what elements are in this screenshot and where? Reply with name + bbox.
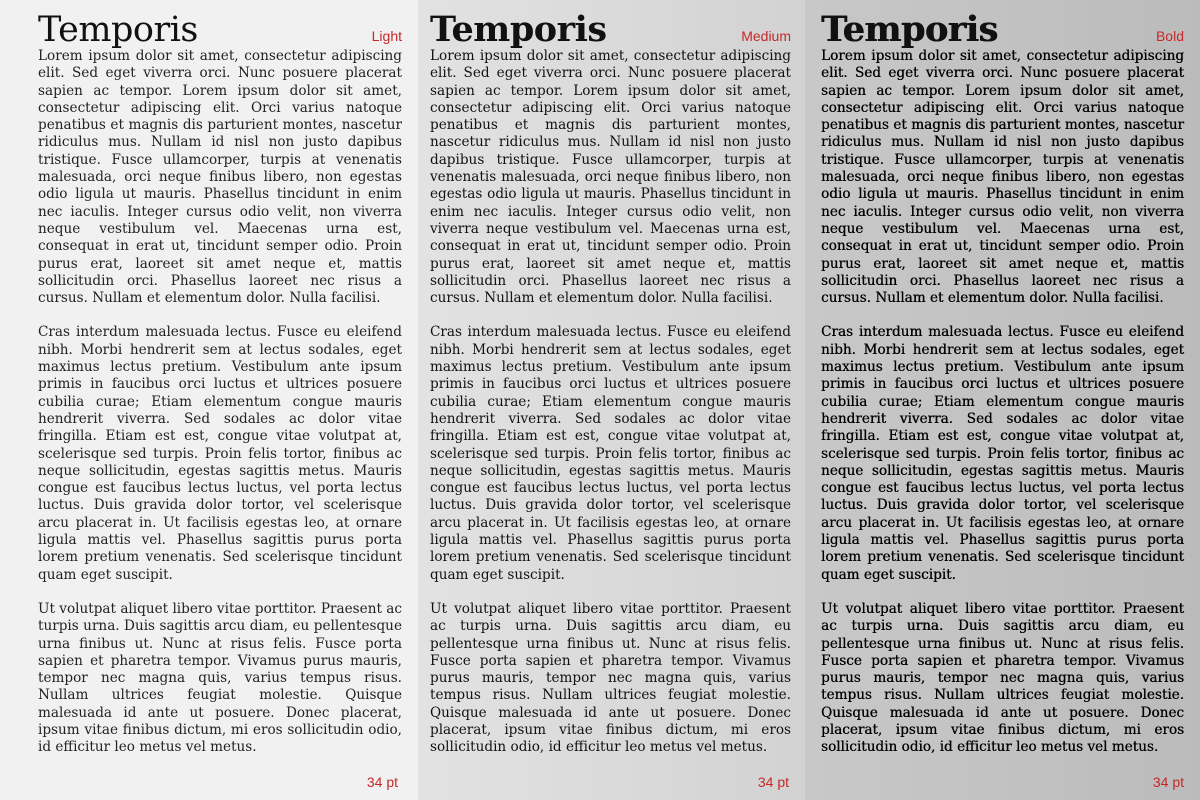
sample-text bbox=[821, 48, 1184, 757]
paragraph: Lorem ipsum dolor sit amet, consectetur adipiscing elit. Sed eget viverra orci. Nunc posuere placerat sapien ac tempor. Lorem ipsum dolor sit amet, consectetur adipiscing elit. Orci varius natoque penatibus et magnis dis parturient montes, nascetur ridiculus mus. Nullam id nisl non justo dapibus tristique. Fusce ullamcorper, turpis at venenatis malesuada, orci neque finibus libero, non egestas odio ligula ut mauris. Phasellus tincidunt in enim nec iaculis. Integer cursus odio velit, non viverra neque vestibulum vel. Maecenas urna est, consequat in erat ut, tincidunt semper odio. Proin purus erat, laoreet sit amet neque et, mattis sollicitudin orci. Phasellus laoreet nec risus a cursus. Nullam et elementum dolor. Nulla facilisi. bbox=[821, 48, 1184, 307]
paragraph: Ut volutpat aliquet libero vitae porttitor. Praesent ac turpis urna. Duis sagittis arcu diam, eu pellentesque urna finibus ut. Nunc at risus felis. Fusce porta sapien et pharetra tempor. Vivamus purus mauris, tempor nec magna quis, varius tempus risus. Nullam ultrices feugiat molestie. Quisque malesuada id ante ut posuere. Donec placerat, ipsum vitae finibus dictum, mi eros sollicitudin odio, id efficitur leo metus vel metus. bbox=[38, 600, 402, 756]
point-size-label: 34 pt bbox=[366, 774, 398, 790]
paragraph: Cras interdum malesuada lectus. Fusce eu eleifend nibh. Morbi hendrerit sem at lectus sodales, eget maximus lectus pretium. Vestibulum ante ipsum primis in faucibus orci luctus et ultrices posuere cubilia curae; Etiam elementum congue mauris hendrerit viverra. Sed sodales ac dolor vitae fringilla. Etiam est est, congue vitae volutpat at, scelerisque sed turpis. Proin felis tortor, finibus ac neque sollicitudin, egestas sagittis metus. Mauris congue est faucibus lectus luctus, vel porta lectus luctus. Duis gravida dolor tortor, vel scelerisque arcu placerat in. Ut facilisis egestas leo, at ornare ligula mattis vel. Phasellus sagittis purus porta lorem pretium venenatis. Sed scelerisque tincidunt quam eget suscipit. bbox=[430, 324, 791, 583]
paragraph: Ut volutpat aliquet libero vitae porttitor. Praesent ac turpis urna. Duis sagittis arcu diam, eu pellentesque urna finibus ut. Nunc at risus felis. Fusce porta sapien et pharetra tempor. Vivamus purus mauris, tempor nec magna quis, varius tempus risus. Nullam ultrices feugiat molestie. Quisque malesuada id ante ut posuere. Donec placerat, ipsum vitae finibus dictum, mi eros sollicitudin odio, id efficitur leo metus vel metus. bbox=[430, 600, 791, 756]
specimen-column-bold bbox=[805, 0, 1200, 800]
weight-label: Bold bbox=[1155, 28, 1184, 44]
paragraph: Cras interdum malesuada lectus. Fusce eu eleifend nibh. Morbi hendrerit sem at lectus sodales, eget maximus lectus pretium. Vestibulum ante ipsum primis in faucibus orci luctus et ultrices posuere cubilia curae; Etiam elementum congue mauris hendrerit viverra. Sed sodales ac dolor vitae fringilla. Etiam est est, congue vitae volutpat at, scelerisque sed turpis. Proin felis tortor, finibus ac neque sollicitudin, egestas sagittis metus. Mauris congue est faucibus lectus luctus, vel porta lectus luctus. Duis gravida dolor tortor, vel scelerisque arcu placerat in. Ut facilisis egestas leo, at ornare ligula mattis vel. Phasellus sagittis purus porta lorem pretium venenatis. Sed scelerisque tincidunt quam eget suscipit. bbox=[821, 324, 1184, 583]
paragraph: Lorem ipsum dolor sit amet, consectetur adipiscing elit. Sed eget viverra orci. Nunc posuere placerat sapien ac tempor. Lorem ipsum dolor sit amet, consectetur adipiscing elit. Orci varius natoque penatibus et magnis dis parturient montes, nascetur ridiculus mus. Nullam id nisl non justo dapibus tristique. Fusce ullamcorper, turpis at venenatis malesuada, orci neque finibus libero, non egestas odio ligula ut mauris. Phasellus tincidunt in enim nec iaculis. Integer cursus odio velit, non viverra neque vestibulum vel. Maecenas urna est, consequat in erat ut, tincidunt semper odio. Proin purus erat, laoreet sit amet neque et, mattis sollicitudin orci. Phasellus laoreet nec risus a cursus. Nullam et elementum dolor. Nulla facilisi. bbox=[430, 48, 791, 307]
font-title: Temporis bbox=[430, 9, 607, 50]
specimen-column-medium bbox=[418, 0, 805, 800]
paragraph: Lorem ipsum dolor sit amet, consectetur adipiscing elit. Sed eget viverra orci. Nunc posuere placerat sapien ac tempor. Lorem ipsum dolor sit amet, consectetur adipiscing elit. Orci varius natoque penatibus et magnis dis parturient montes, nascetur ridiculus mus. Nullam id nisl non justo dapibus tristique. Fusce ullamcorper, turpis at venenatis malesuada, orci neque finibus libero, non egestas odio ligula ut mauris. Phasellus tincidunt in enim nec iaculis. Integer cursus odio velit, non viverra neque vestibulum vel. Maecenas urna est, consequat in erat ut, tincidunt semper odio. Proin purus erat, laoreet sit amet neque et, mattis sollicitudin orci. Phasellus laoreet nec risus a cursus. Nullam et elementum dolor. Nulla facilisi. bbox=[38, 48, 402, 307]
font-title: Temporis bbox=[821, 9, 998, 50]
column-header bbox=[430, 8, 791, 48]
paragraph: Cras interdum malesuada lectus. Fusce eu eleifend nibh. Morbi hendrerit sem at lectus sodales, eget maximus lectus pretium. Vestibulum ante ipsum primis in faucibus orci luctus et ultrices posuere cubilia curae; Etiam elementum congue mauris hendrerit viverra. Sed sodales ac dolor vitae fringilla. Etiam est est, congue vitae volutpat at, scelerisque sed turpis. Proin felis tortor, finibus ac neque sollicitudin, egestas sagittis metus. Mauris congue est faucibus lectus luctus, vel porta lectus luctus. Duis gravida dolor tortor, vel scelerisque arcu placerat in. Ut facilisis egestas leo, at ornare ligula mattis vel. Phasellus sagittis purus porta lorem pretium venenatis. Sed scelerisque tincidunt quam eget suscipit. bbox=[38, 324, 402, 583]
point-size-label: 34 pt bbox=[757, 774, 789, 790]
column-header bbox=[38, 8, 402, 48]
specimen-column-light bbox=[0, 0, 418, 800]
weight-label: Light bbox=[371, 28, 402, 44]
font-title: Temporis bbox=[38, 10, 198, 50]
sample-text bbox=[430, 48, 791, 757]
column-header bbox=[821, 8, 1184, 48]
weight-label: Medium bbox=[741, 28, 791, 44]
sample-text bbox=[38, 48, 402, 757]
point-size-label: 34 pt bbox=[1152, 774, 1184, 790]
paragraph: Ut volutpat aliquet libero vitae porttitor. Praesent ac turpis urna. Duis sagittis arcu diam, eu pellentesque urna finibus ut. Nunc at risus felis. Fusce porta sapien et pharetra tempor. Vivamus purus mauris, tempor nec magna quis, varius tempus risus. Nullam ultrices feugiat molestie. Quisque malesuada id ante ut posuere. Donec placerat, ipsum vitae finibus dictum, mi eros sollicitudin odio, id efficitur leo metus vel metus. bbox=[821, 600, 1184, 756]
